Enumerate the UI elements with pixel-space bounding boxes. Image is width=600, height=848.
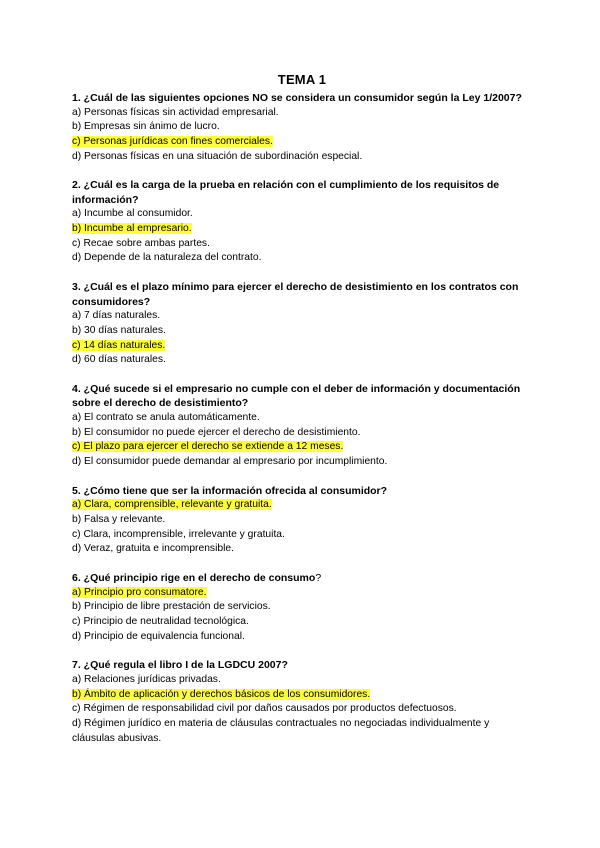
answer-option-highlighted [72,135,532,150]
answer-option [72,150,532,165]
answer-option-text: a) Personas físicas sin actividad empresarial. [72,106,279,118]
answer-option-text: d) Régimen jurídico en materia de cláusulas contractuales no negociadas individualmente y cláusulas abusivas. [72,717,490,744]
answer-option [72,120,532,135]
answer-option [72,426,532,441]
answer-option-text: b) El consumidor no puede ejercer el derecho de desistimiento. [72,426,361,438]
answer-option-text: c) Principio de neutralidad tecnológica. [72,615,249,627]
answer-option [72,251,532,266]
answer-option-text: b) Empresas sin ánimo de lucro. [72,121,220,133]
answer-option-text: b) Ámbito de aplicación y derechos básicos de los consumidores. [72,688,371,700]
question-text-main: 2. ¿Cuál es la carga de la prueba en relación con el cumplimiento de los requisitos de información? [72,179,500,206]
question-text [72,571,532,586]
answer-option [72,542,532,557]
answer-option-text: a) Clara, comprensible, relevante y gratuita. [72,499,272,511]
answer-option-highlighted [72,222,532,237]
answer-option [72,630,532,645]
answer-option-text: c) Régimen de responsabilidad civil por daños causados por productos defectuosos. [72,703,457,715]
question-block [72,178,532,266]
answer-option-text: c) Recae sobre ambas partes. [72,237,210,249]
answer-option-highlighted [72,440,532,455]
answer-option [72,615,532,630]
document-page [72,72,532,760]
answer-option-text: b) 30 días naturales. [72,324,166,336]
question-block [72,658,532,746]
answer-option-highlighted [72,586,532,601]
answer-option [72,702,532,717]
answer-option-text: d) 60 días naturales. [72,354,166,366]
question-text-tail: ? [315,572,322,585]
question-block [72,484,532,557]
answer-option [72,309,532,324]
answer-option-text: b) Falsa y relevante. [72,513,166,525]
answer-option-highlighted [72,688,532,703]
question-block [72,382,532,470]
question-text-main: 6. ¿Qué principio rige en el derecho de consumo [72,572,316,585]
answer-option [72,411,532,426]
answer-option [72,528,532,543]
question-block [72,280,532,368]
answer-option [72,455,532,470]
answer-option-text: a) El contrato se anula automáticamente. [72,411,260,423]
question-text [72,178,532,207]
question-text [72,280,532,309]
question-text-main: 4. ¿Qué sucede si el empresario no cumple con el deber de información y documentación sobre el derecho de desistimiento? [72,382,521,410]
answer-option-text: a) Incumbe al consumidor. [72,208,193,220]
question-text-main: 7. ¿Qué regula el libro I de la LGDCU 2007? [72,659,288,672]
question-text [72,484,532,499]
answer-option-text: b) Principio de libre prestación de servicios. [72,601,271,613]
answer-option-text: d) Veraz, gratuita e incomprensible. [72,543,234,555]
answer-option-text: b) Incumbe al empresario. [72,223,192,235]
answer-option-highlighted [72,339,532,354]
answer-option [72,324,532,339]
question-block [72,91,532,164]
answer-option-text: d) Personas físicas en una situación de subordinación especial. [72,150,363,162]
question-text-main: 5. ¿Cómo tiene que ser la información ofrecida al consumidor? [72,484,388,497]
answer-option [72,600,532,615]
answer-option-text: d) Principio de equivalencia funcional. [72,630,245,642]
answer-option-text: c) El plazo para ejercer el derecho se extiende a 12 meses. [72,441,344,453]
answer-option [72,717,532,746]
answer-option [72,207,532,222]
answer-option-highlighted [72,498,532,513]
answer-option [72,673,532,688]
answer-option-text: c) Personas jurídicas con fines comerciales. [72,135,273,147]
question-text-main: 3. ¿Cuál es el plazo mínimo para ejercer el derecho de desistimiento en los contratos con consumidores? [72,281,519,308]
question-text-main: 1. ¿Cuál de las siguientes opciones NO se considera un consumidor según la Ley 1/2007? [72,92,522,104]
answer-option [72,513,532,528]
answer-option-text: c) Clara, incomprensible, irrelevante y gratuita. [72,528,285,540]
answer-option-text: c) 14 días naturales. [72,339,166,351]
answer-option-text: d) El consumidor puede demandar al empresario por incumplimiento. [72,456,388,468]
answer-option-text: a) 7 días naturales. [72,310,161,322]
question-text [72,382,532,411]
document-title: TEMA 1 [277,72,327,87]
answer-option-text: d) Depende de la naturaleza del contrato. [72,252,262,264]
answer-option [72,106,532,121]
question-text [72,658,532,673]
answer-option-text: a) Relaciones jurídicas privadas. [72,673,221,685]
answer-option [72,353,532,368]
question-block [72,571,532,644]
question-text [72,91,532,106]
answer-option [72,237,532,252]
answer-option-text: a) Principio pro consumatore. [72,586,207,598]
